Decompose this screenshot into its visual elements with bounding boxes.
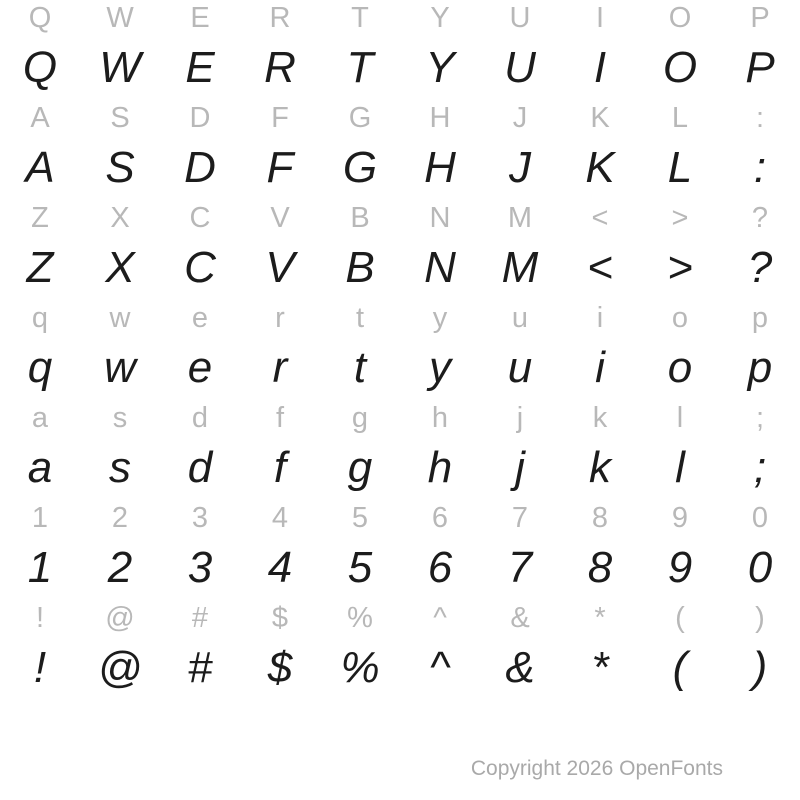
char-glyph: 4: [267, 543, 293, 592]
char-label: J: [512, 101, 528, 134]
char-label: F: [271, 101, 289, 134]
char-label: S: [110, 101, 130, 134]
char-label: p: [751, 301, 769, 334]
label-row: [0, 300, 800, 336]
char-label: ;: [755, 401, 765, 434]
char-label: ^: [433, 601, 447, 634]
char-label: E: [190, 1, 210, 34]
char-glyph: e: [187, 343, 213, 392]
symbols-row: [0, 600, 800, 700]
char-glyph: E: [185, 43, 215, 92]
char-label: I: [595, 1, 605, 34]
glyph-row: [0, 36, 800, 100]
char-label: Y: [430, 1, 450, 34]
uppercase-qwerty-row: [0, 0, 800, 100]
char-label: 1: [31, 501, 49, 534]
char-glyph: a: [27, 443, 53, 492]
char-label: 7: [511, 501, 529, 534]
char-glyph: C: [184, 243, 216, 292]
char-label: N: [429, 201, 451, 234]
char-glyph: Y: [425, 43, 455, 92]
char-glyph: (: [672, 643, 688, 692]
char-label: W: [106, 1, 134, 34]
uppercase-home-row: [0, 100, 800, 200]
char-label: B: [350, 201, 370, 234]
char-glyph: !: [33, 643, 47, 692]
char-label: f: [275, 401, 285, 434]
char-glyph: j: [515, 443, 525, 492]
char-glyph: P: [745, 43, 775, 92]
char-label: a: [31, 401, 49, 434]
char-glyph: p: [747, 343, 773, 392]
char-glyph: M: [501, 243, 539, 292]
char-label: L: [671, 101, 689, 134]
char-glyph: 3: [187, 543, 213, 592]
glyph-row: [0, 636, 800, 700]
char-glyph: @: [97, 643, 143, 692]
char-label: h: [431, 401, 449, 434]
char-label: y: [432, 301, 448, 334]
char-glyph: :: [753, 143, 767, 192]
char-glyph: >: [667, 243, 693, 292]
lowercase-home-row: [0, 400, 800, 500]
char-glyph: *: [591, 643, 609, 692]
char-label: 3: [191, 501, 209, 534]
char-label: ): [755, 601, 765, 634]
char-label: s: [112, 401, 128, 434]
label-row: [0, 400, 800, 436]
char-label: R: [269, 1, 291, 34]
copyright-text: Copyright 2026 OpenFonts: [470, 757, 723, 780]
char-label: !: [35, 601, 45, 634]
label-row: [0, 500, 800, 536]
char-label: i: [596, 301, 604, 334]
char-label: e: [191, 301, 209, 334]
char-label: A: [30, 101, 50, 134]
char-label: Z: [31, 201, 49, 234]
char-label: $: [271, 601, 289, 634]
char-glyph: O: [662, 43, 698, 92]
uppercase-bottom-row: [0, 200, 800, 300]
char-glyph: G: [342, 143, 378, 192]
char-label: O: [668, 1, 692, 34]
char-glyph: ): [752, 643, 768, 692]
char-glyph: 8: [587, 543, 613, 592]
char-label: 8: [591, 501, 609, 534]
digits-row: [0, 500, 800, 600]
char-glyph: I: [593, 43, 607, 92]
char-label: ?: [751, 201, 769, 234]
char-glyph: J: [509, 143, 531, 192]
char-glyph: u: [507, 343, 533, 392]
lowercase-qwerty-row: [0, 300, 800, 400]
glyph-row: [0, 336, 800, 400]
char-label: %: [347, 601, 373, 634]
char-label: 5: [351, 501, 369, 534]
char-glyph: &: [505, 643, 535, 692]
char-glyph: g: [347, 443, 373, 492]
char-label: H: [429, 101, 451, 134]
char-label: 4: [271, 501, 289, 534]
glyph-row: [0, 536, 800, 600]
char-glyph: Z: [26, 243, 54, 292]
char-label: 0: [751, 501, 769, 534]
char-glyph: d: [187, 443, 213, 492]
char-glyph: H: [424, 143, 456, 192]
char-glyph: X: [105, 243, 135, 292]
char-glyph: F: [266, 143, 294, 192]
char-label: g: [351, 401, 369, 434]
char-label: C: [189, 201, 211, 234]
char-glyph: D: [184, 143, 216, 192]
char-label: &: [510, 601, 530, 634]
char-glyph: q: [27, 343, 53, 392]
char-glyph: W: [99, 43, 141, 92]
char-label: d: [191, 401, 209, 434]
char-label: t: [355, 301, 365, 334]
label-row: [0, 100, 800, 136]
char-label: 6: [431, 501, 449, 534]
char-glyph: 0: [747, 543, 773, 592]
char-label: P: [750, 1, 770, 34]
char-label: T: [351, 1, 369, 34]
char-glyph: 2: [107, 543, 133, 592]
char-glyph: k: [589, 443, 611, 492]
char-label: #: [191, 601, 209, 634]
char-glyph: 5: [347, 543, 373, 592]
char-glyph: L: [667, 143, 693, 192]
char-label: k: [592, 401, 608, 434]
char-glyph: B: [345, 243, 375, 292]
char-label: Q: [28, 1, 52, 34]
char-glyph: 1: [27, 543, 53, 592]
char-glyph: A: [25, 143, 55, 192]
char-glyph: 7: [507, 543, 533, 592]
char-label: r: [275, 301, 285, 334]
char-label: 2: [111, 501, 129, 534]
char-glyph: K: [585, 143, 615, 192]
char-label: >: [671, 201, 689, 234]
char-glyph: U: [504, 43, 536, 92]
char-label: M: [507, 201, 533, 234]
char-label: (: [675, 601, 685, 634]
char-glyph: r: [272, 343, 288, 392]
char-label: q: [31, 301, 49, 334]
char-glyph: h: [427, 443, 453, 492]
char-glyph: ;: [753, 443, 767, 492]
char-glyph: 6: [427, 543, 453, 592]
char-glyph: s: [109, 443, 131, 492]
char-glyph: T: [346, 43, 374, 92]
char-label: :: [755, 101, 765, 134]
char-glyph: y: [429, 343, 451, 392]
char-label: X: [110, 201, 130, 234]
char-glyph: N: [424, 243, 456, 292]
char-label: <: [591, 201, 609, 234]
char-glyph: %: [340, 643, 380, 692]
char-label: *: [594, 601, 606, 634]
char-glyph: Q: [22, 43, 58, 92]
char-glyph: R: [264, 43, 296, 92]
char-glyph: t: [353, 343, 367, 392]
char-label: j: [516, 401, 524, 434]
char-label: D: [189, 101, 211, 134]
char-label: @: [105, 601, 135, 634]
char-label: V: [270, 201, 290, 234]
glyph-row: [0, 236, 800, 300]
char-glyph: o: [667, 343, 693, 392]
char-glyph: $: [267, 643, 293, 692]
char-label: u: [511, 301, 529, 334]
char-label: l: [676, 401, 684, 434]
char-glyph: #: [187, 643, 213, 692]
glyph-row: [0, 136, 800, 200]
char-glyph: ?: [747, 243, 773, 292]
char-label: 9: [671, 501, 689, 534]
char-glyph: <: [587, 243, 613, 292]
char-glyph: V: [265, 243, 295, 292]
char-label: w: [109, 301, 131, 334]
char-glyph: w: [104, 343, 136, 392]
char-glyph: i: [595, 343, 605, 392]
label-row: [0, 200, 800, 236]
label-row: [0, 600, 800, 636]
char-glyph: ^: [429, 643, 451, 692]
char-label: U: [509, 1, 531, 34]
char-label: K: [590, 101, 610, 134]
glyph-row: [0, 436, 800, 500]
label-row: [0, 0, 800, 36]
char-label: G: [348, 101, 372, 134]
char-label: o: [671, 301, 689, 334]
char-glyph: f: [273, 443, 287, 492]
char-glyph: S: [105, 143, 135, 192]
char-glyph: l: [675, 443, 685, 492]
char-glyph: 9: [667, 543, 693, 592]
